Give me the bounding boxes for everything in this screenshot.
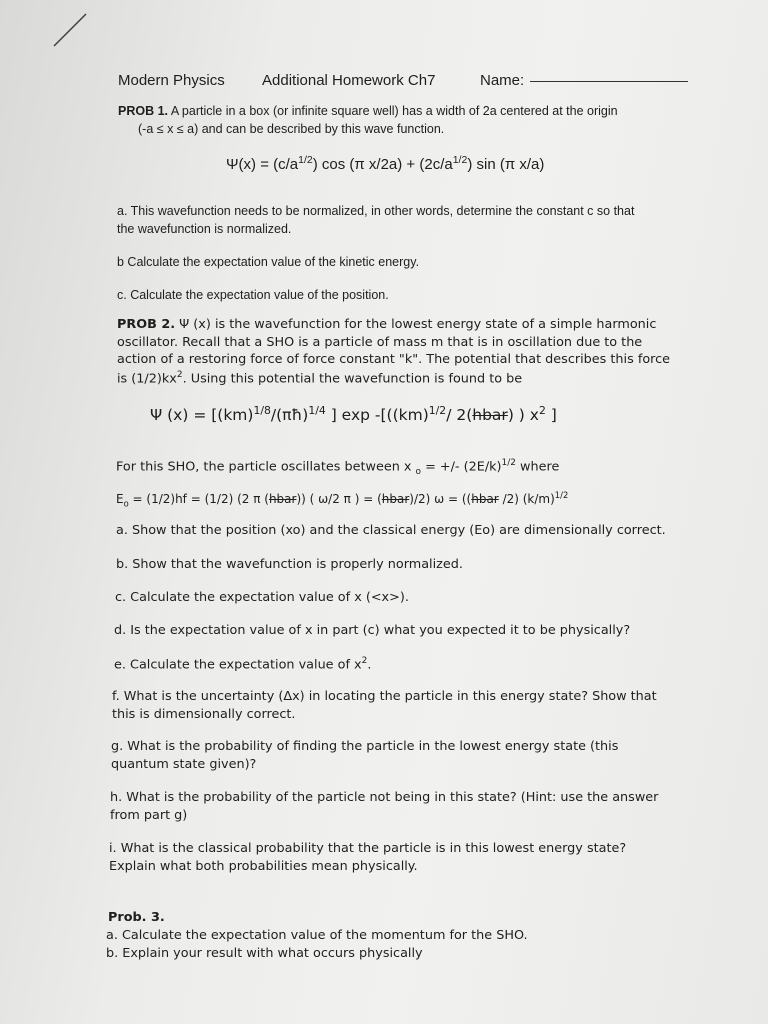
prob1-equation: $\Psi(x) = (c/a^{1/2})$ cos (π $x/2a) + (2c/a^{1/2})$ sin (π x/a) [226, 154, 545, 173]
prob2-part-i-line1: i. What is the classical probability that the particle is in this lowest energy state? [109, 841, 627, 856]
prob2-sho-line: For this SHO, the particle oscillates between x $_o$ = +/- $(2E/k)^{1/2}$ where [116, 458, 560, 477]
prob2-intro-line3: action of a restoring force of force constant "k". The potential that describes this force [117, 352, 671, 367]
prob2-part-a: a. Show that the position (xo) and the classical energy (Eo) are dimensionally correct. [116, 523, 666, 538]
prob1-part-a-line2: the wavefunction is normalized. [117, 222, 292, 236]
prob2-heading: PROB 2. [117, 317, 176, 332]
assignment-title: Additional Homework Ch7 [262, 72, 436, 89]
prob1-part-c: c. Calculate the expectation value of the position. [117, 288, 389, 302]
prob2-part-e: e. Calculate the expectation value of $x^2$. [114, 656, 372, 673]
prob1-intro-line1: A particle in a box (or infinite square well) has a width of 2a centered at the origin [170, 104, 618, 118]
prob1-part-b: b Calculate the expectation value of the kinetic energy. [117, 255, 420, 269]
prob2-part-h-line2: from part g) [110, 808, 188, 823]
prob2-part-f-line2: this is dimensionally correct. [112, 707, 296, 722]
prob2-intro-line4: is $(1/2)kx^2$. Using this potential the wavefunction is found to be [117, 370, 523, 387]
prob2-part-i-line2: Explain what both probabilities mean physically. [109, 859, 418, 874]
prob2-part-g-line1: g. What is the probability of finding the particle in the lowest energy state (this [111, 739, 619, 754]
course-title: Modern Physics [118, 72, 225, 89]
prob2-part-f-line1: f. What is the uncertainty (Δx) in locating the particle in this energy state? Show that [112, 689, 657, 704]
prob1-heading: PROB 1. [118, 104, 169, 118]
prob2-part-b: b. Show that the wavefunction is properly normalized. [116, 557, 463, 572]
prob1-intro-line2: (-a ≤ x ≤ a) and can be described by this wave function. [138, 122, 445, 136]
prob1-part-a-line1: a. This wavefunction needs to be normalized, in other words, determine the constant c so that [117, 204, 635, 218]
prob3-part-a: a. Calculate the expectation value of the momentum for the SHO. [106, 928, 528, 943]
prob2-energy-line: $E_o = (1/2)hf = (1/2)$ (2 π (hbar)) ( ω/2 π ) = (hbar)/2) ω = ((hbar /2) $(k/m)^{1/2}$ [116, 490, 569, 509]
prob2-intro-line1-row [117, 317, 656, 332]
prob3-part-b: b. Explain your result with what occurs physically [106, 946, 423, 961]
prob2-part-c: c. Calculate the expectation value of x (<x>). [115, 590, 409, 605]
prob2-part-g-line2: quantum state given)? [111, 757, 257, 772]
prob2-part-d: d. Is the expectation value of x in part (c) what you expected it to be physically? [114, 623, 631, 638]
name-blank-line [530, 81, 688, 82]
prob2-intro-line1: Ψ (x) is the wavefunction for the lowest energy state of a simple harmonic [179, 317, 657, 332]
prob1-intro [118, 104, 618, 118]
prob2-equation: Ψ (x) = [(km)$^{1/8}$/(πħ)$^{1/4}$ ] exp -[((km)$^{1/2}$/ 2(hbar) ) $x^2$ ] [150, 404, 557, 425]
name-label: Name: [480, 72, 525, 89]
prob2-part-h-line1: h. What is the probability of the particle not being in this state? (Hint: use the answer [110, 790, 659, 805]
prob2-intro-line2: oscillator. Recall that a SHO is a particle of mass m that is in oscillation due to the [117, 335, 643, 350]
prob3-heading: Prob. 3. [108, 910, 165, 925]
